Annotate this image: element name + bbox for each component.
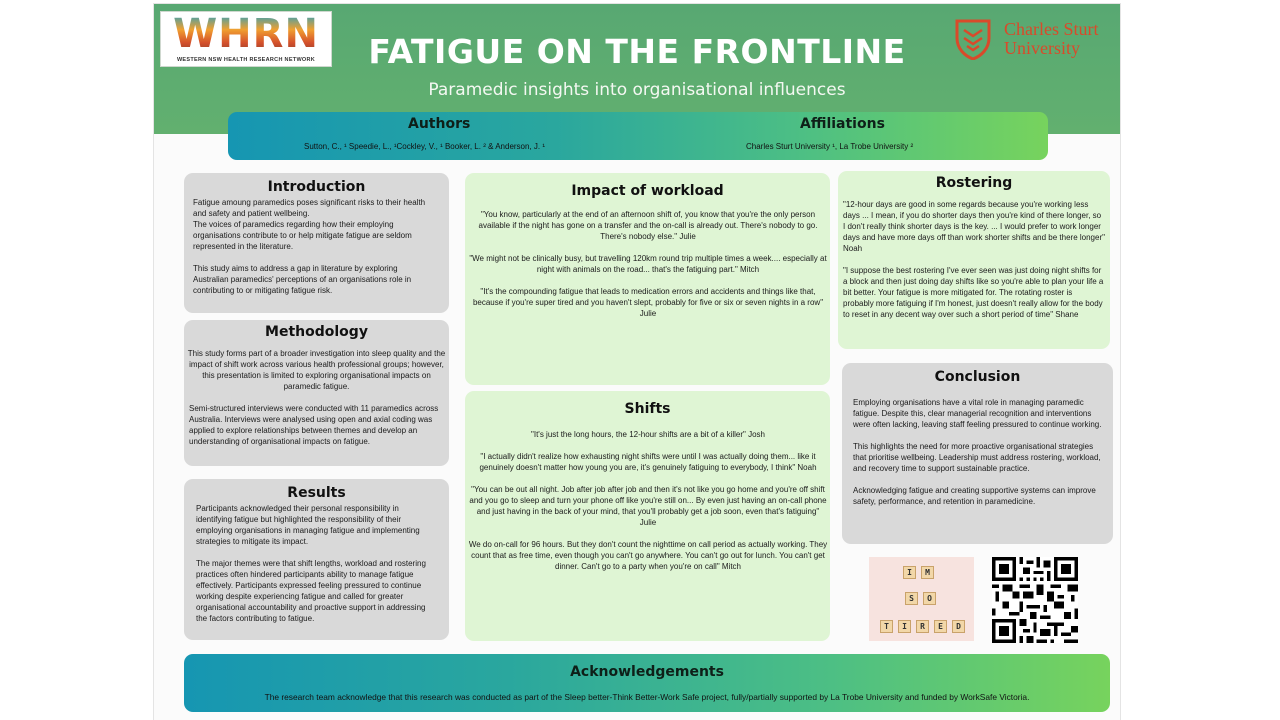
workload-box: [465, 173, 830, 385]
rostering-heading: Rostering: [935, 175, 1013, 191]
poster-title: FATIGUE ON THE FRONTLINE: [368, 32, 906, 71]
conclusion-p3: Acknowledging fatigue and creating supportive systems can improve safety, performance, and retention in paramedicine.: [853, 486, 1096, 506]
introduction-body: [193, 197, 433, 296]
results-body: [196, 503, 436, 624]
rostering-quote-2: "I suppose the best rostering I've ever seen was just doing night shifts for a block and then just doing day shifts like so you're able to plan your life a bit better. Your fatigue is more mitigated for. The rotating roster is probably more fatiguing if I'm honest, just doesn't really allow for the body to reset in any decent way over such a short period of time" Shane: [843, 266, 1104, 319]
results-box: [184, 479, 449, 640]
photo-tile: I: [898, 620, 911, 633]
photo-tile: S: [905, 592, 918, 605]
methodology-heading: Methodology: [265, 324, 368, 340]
shifts-quote-1: "It's just the long hours, the 12-hour shifts are a bit of a killer" Josh: [531, 430, 765, 439]
acknowledgements-heading: Acknowledgements: [570, 664, 724, 680]
photo-tile: E: [934, 620, 947, 633]
results-p1: Participants acknowledged their personal responsibility in identifying fatigue but highlighted the responsibility of their employing organisations in managing fatigue and implementing strategies to mitigate its impact.: [196, 504, 420, 546]
authors-heading: Authors: [408, 116, 471, 132]
workload-body: [468, 209, 828, 319]
photo-tile: T: [880, 620, 893, 633]
shifts-heading: Shifts: [624, 401, 671, 417]
workload-quote-2: "We might not be clinically busy, but travelling 120km round trip multiple times a week.... especially at night with animals on the road... that's the fatiguing part." Mitch: [469, 254, 827, 274]
workload-heading: Impact of workload: [571, 183, 724, 199]
results-p2: The major themes were that shift lengths, workload and rostering practices often hindered participants ability to manage fatigue effectively. Participants expressed feeling pressured to continue working despite experiencing fatigue and called for greater organisational accountability and proactive support in addressing the factors contributing to fatigue.: [196, 559, 426, 623]
shifts-quote-4: We do on-call for 96 hours. But they don't count the nighttime on call period as actually working. They count that as free time, even though you can't go anywhere. You can't go out for lunch. You can't get dinner. Can't go to a party when you're on call" Mitch: [468, 540, 828, 571]
photo-tile: M: [921, 566, 934, 579]
methodology-body: [184, 348, 449, 447]
methodology-box: [184, 320, 449, 466]
methodology-p2: Semi-structured interviews were conducted with 11 paramedics across Australia. Interviews were analysed using open and axial coding was applied to explore relationships between themes and develop an understanding of organisational impacts on fatigue.: [189, 404, 439, 446]
introduction-p1: Fatigue amoung paramedics poses significant risks to their health and safety and patient wellbeing.: [193, 198, 426, 218]
im-so-tired-photo: [869, 557, 974, 641]
whrn-logo-subtitle: WESTERN NSW HEALTH RESEARCH NETWORK: [176, 57, 316, 63]
authors-bar: [228, 112, 1048, 160]
whrn-logo-text: WHRN: [165, 12, 327, 56]
photo-tile: O: [923, 592, 936, 605]
shifts-body: [468, 429, 828, 572]
introduction-p3: This study aims to address a gap in literature by exploring Australian paramedics' perceptions of an organisations role in contributing to or mitigating fatigue risk.: [193, 264, 412, 295]
workload-quote-3: "It's the compounding fatigue that leads to medication errors and accidents and things like that, because if you're super tired and you haven't slept, probably for five or six or seven nights in a row" Julie: [472, 287, 824, 318]
rostering-box: [838, 171, 1110, 349]
authors-text: Sutton, C., ¹ Speedie, L., ¹Cockley, V., ¹ Booker, L. ² & Anderson, J. ¹: [304, 142, 546, 151]
poster: [154, 4, 1120, 720]
shifts-quote-3: "You can be out all night. Job after job after job and then it's not like you go home and you're off shift and you go to sleep and turn your phone off like you're still on... By even just having an on-call phone and just having in the back of your mind, that you'll probably get a job soon, even that's fatiguing" Julie: [469, 485, 827, 527]
introduction-heading: Introduction: [267, 179, 366, 195]
results-heading: Results: [287, 485, 346, 501]
shifts-quote-2: "I actually didn't realize how exhausting night shifts were until I was actually doing them... like it genuinely doesn't matter how young you are, it's genuinely fatiguing to everybody, I think" Noah: [479, 452, 817, 472]
photo-tile: R: [916, 620, 929, 633]
conclusion-box: [842, 363, 1113, 544]
shifts-box: [465, 391, 830, 641]
conclusion-body: [853, 397, 1105, 507]
rostering-body: [843, 199, 1105, 320]
conclusion-heading: Conclusion: [934, 369, 1021, 385]
rostering-quote-1: "12-hour days are good in some regards because you're working less days ... I mean, if you do shorter days then you're kind of there longer, so I don't really think shorter days is the key. ... I would prefer to work longer days and have more days off than work shorter shifts and be there longer" Noah: [843, 200, 1105, 253]
csu-logo-line1: Charles Sturt: [1004, 19, 1099, 39]
poster-subtitle: Paramedic insights into organisational influences: [428, 80, 846, 100]
photo-tile: I: [903, 566, 916, 579]
conclusion-p1: Employing organisations have a vital role in managing paramedic fatigue. Despite this, clear managerial recognition and interventions were often lacking, leaving staff feeling pressured to continue working.: [853, 398, 1102, 429]
introduction-box: [184, 173, 449, 313]
acknowledgements-text: The research team acknowledge that this research was conducted as part of the Sleep better-Think Better-Work Safe project, fully/partially supported by La Trobe University and funded by WorkSafe Victoria.: [264, 692, 1030, 702]
affiliations-heading: Affiliations: [800, 116, 885, 132]
affiliations-text: Charles Sturt University ¹, La Trobe University ²: [746, 142, 914, 151]
photo-tile: D: [952, 620, 965, 633]
acknowledgements-bar: [184, 654, 1110, 712]
introduction-p2: The voices of paramedics regarding how their employing organisations contribute to or help mitigate fatigue are seldom represented in the literature.: [193, 220, 412, 251]
methodology-p1: This study forms part of a broader investigation into sleep quality and the impact of shift work across various health professional groups; however, this presentation is limited to exploring organisational impacts on paramedic fatigue.: [187, 349, 446, 391]
qr-code-icon[interactable]: [992, 557, 1078, 643]
workload-quote-1: "You know, particularly at the end of an afternoon shift of, you know that you're the only person available if the night has gone on a transfer and the on-call is already out. There's nobody to go. There's nobody else." Julie: [478, 210, 818, 241]
conclusion-p2: This highlights the need for more proactive organisational strategies that prioritise wellbeing. Leadership must address rostering, workload, and recovery time to support sustainable practice.: [853, 442, 1101, 473]
csu-logo-line2: University: [1004, 38, 1080, 58]
